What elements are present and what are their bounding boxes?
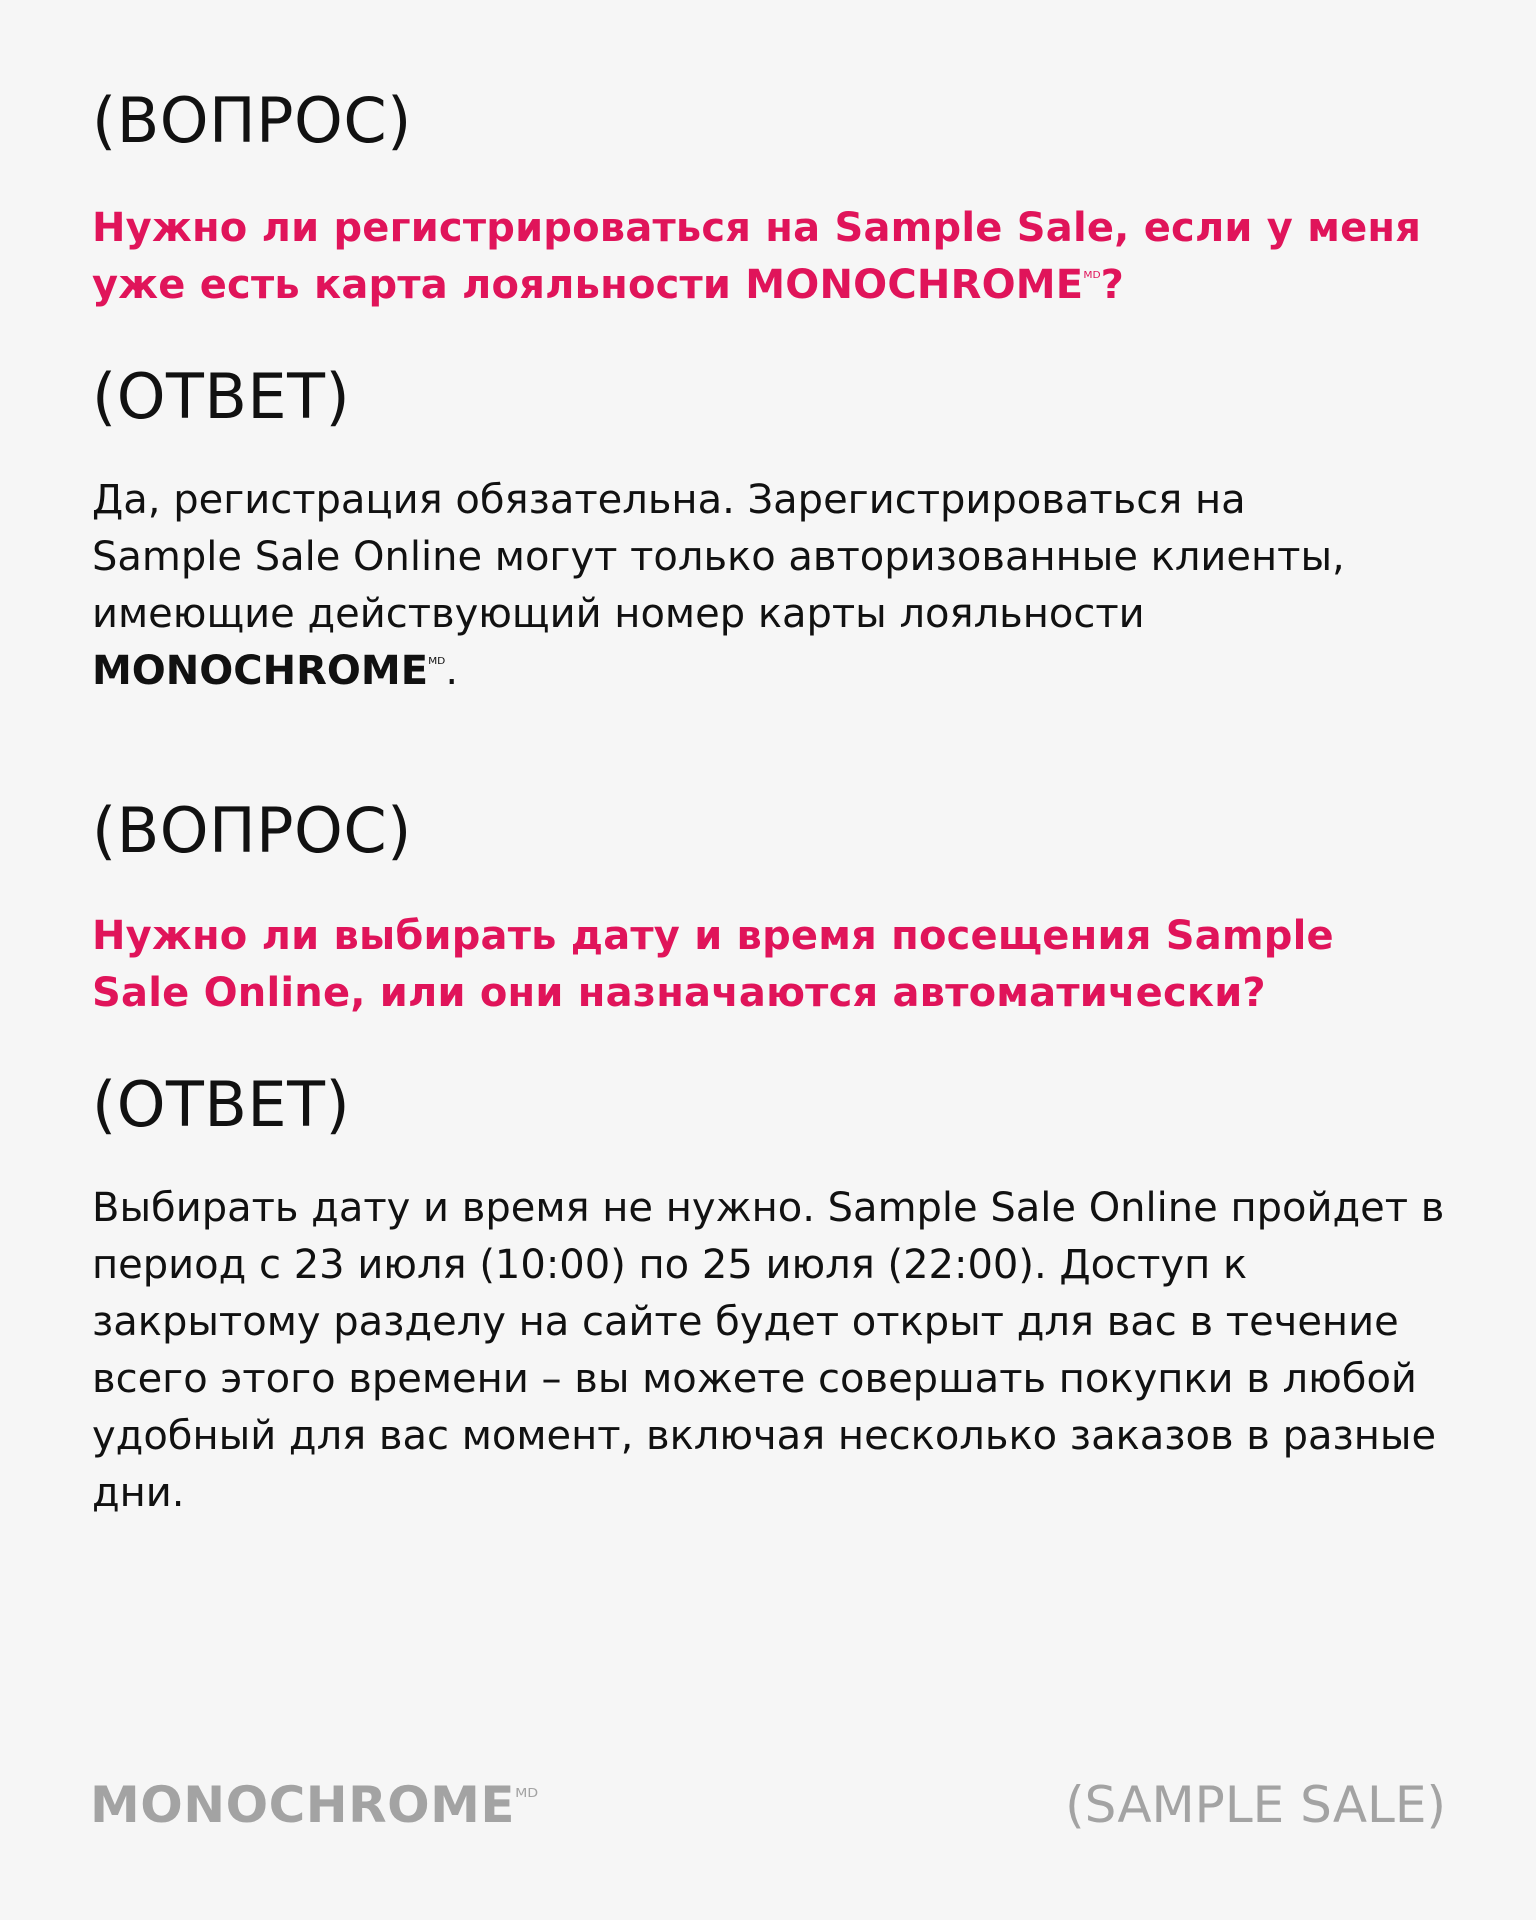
faq-item-1: [92, 84, 1444, 157]
faq-item-1-answer: [92, 472, 1346, 700]
question-text: [92, 200, 1444, 314]
faq-item-2-answer-heading: [92, 1068, 1444, 1141]
trademark-mark: ᴹᴰ: [1083, 267, 1101, 288]
footer-brand-logo: [90, 1776, 539, 1834]
answer-label: (ОТВЕТ): [92, 360, 351, 433]
question-text-body: Нужно ли регистрироваться на Sample Sale, если у меня уже есть карта лояльности MONOCHROME: [92, 205, 1422, 308]
faq-item-2-question: [92, 908, 1444, 1022]
faq-item-1-answer-heading: [92, 360, 1444, 433]
faq-item-2: [92, 794, 1444, 867]
trademark-mark: ᴹᴰ: [428, 653, 446, 674]
answer-label: (ОТВЕТ): [92, 1068, 351, 1141]
footer-tag: (SAMPLE SALE): [1065, 1776, 1446, 1834]
question-label: (ВОПРОС): [92, 84, 412, 157]
faq-item-1-question: [92, 200, 1444, 314]
question-mark: ?: [1100, 262, 1124, 308]
answer-end: .: [445, 648, 459, 694]
faq-item-2-answer: [92, 1180, 1456, 1522]
answer-brand: MONOCHROME: [92, 648, 429, 694]
answer-text: [92, 472, 1346, 700]
trademark-mark: ᴹᴰ: [515, 1784, 539, 1811]
answer-text: Выбирать дату и время не нужно. Sample Sale Online пройдет в период с 23 июля (10:00) по 25 июля (22:00). Доступ к закрытому разделу на сайте будет открыт для вас в течение всего этого времени – вы можете совершать покупки в любой удобный для вас момент, включая несколько заказов в разные дни.: [92, 1185, 1445, 1516]
answer-text-body: Да, регистрация обязательна. Зарегистрироваться на Sample Sale Online могут только авторизованные клиенты, имеющие действующий номер карты лояльности: [92, 477, 1345, 637]
question-label: (ВОПРОС): [92, 794, 412, 867]
footer-brand-text: MONOCHROME: [90, 1776, 516, 1834]
question-text: Нужно ли выбирать дату и время посещения Sample Sale Online, или они назначаются автоматически?: [92, 913, 1334, 1016]
